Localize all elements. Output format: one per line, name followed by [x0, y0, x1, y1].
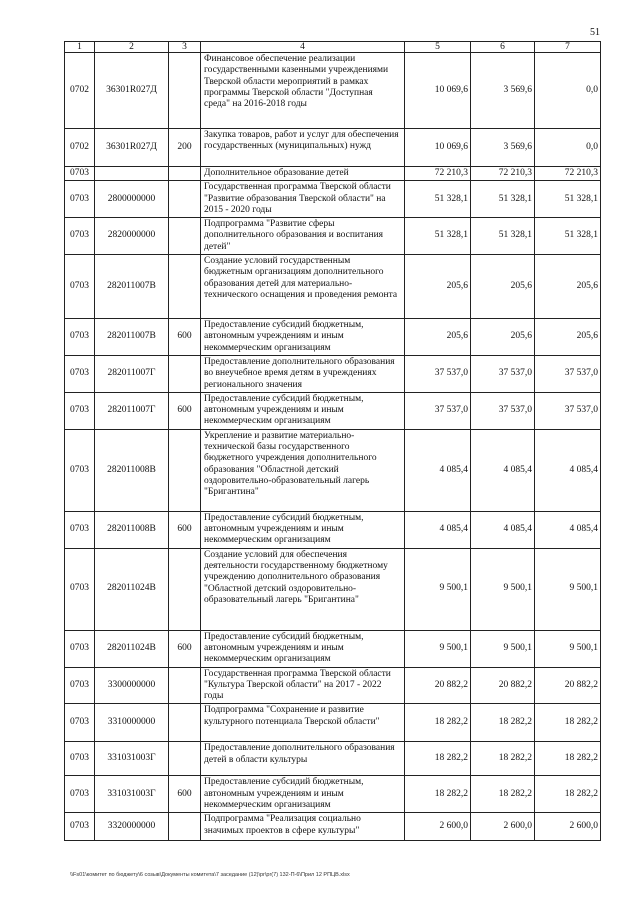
- amount-year-2-cell: 9 500,1: [471, 548, 535, 630]
- amount-year-2-cell: 18 282,2: [471, 776, 535, 813]
- table-body: [65, 42, 601, 841]
- description-cell: Подпрограмма "Реализация социально значимых проектов в сфере культуры": [201, 813, 405, 841]
- target-article-cell: 282011024В: [95, 630, 169, 667]
- amount-year-1-cell: 72 210,3: [405, 167, 471, 181]
- target-article-cell: 36301R027Д: [95, 53, 169, 129]
- section-code-cell: 0703: [65, 181, 95, 218]
- table-row: [65, 704, 601, 742]
- column-header: 6: [471, 42, 535, 53]
- amount-year-1-cell: 51 328,1: [405, 218, 471, 255]
- description-cell: Укрепление и развитие материально-технической базы государственного бюджетного учреждения дополнительного образования "Областной детский оздоровительно-образовательный лагерь "Бригантина": [201, 429, 405, 511]
- column-header: 2: [95, 42, 169, 53]
- header-row: [65, 42, 601, 53]
- page-number: 51: [590, 27, 600, 38]
- amount-year-2-cell: 205,6: [471, 319, 535, 356]
- description-cell: Предоставление субсидий бюджетным, автономным учреждениям и иным некоммерческим организациям: [201, 392, 405, 429]
- target-article-cell: 282011024В: [95, 548, 169, 630]
- amount-year-1-cell: 18 282,2: [405, 742, 471, 776]
- amount-year-2-cell: 51 328,1: [471, 181, 535, 218]
- target-article-cell: 3310000000: [95, 704, 169, 742]
- target-article-cell: 282011008В: [95, 511, 169, 548]
- section-code-cell: 0702: [65, 53, 95, 129]
- expense-type-cell: [169, 181, 201, 218]
- target-article-cell: 282011008В: [95, 429, 169, 511]
- table-row: [65, 319, 601, 356]
- description-cell: Предоставление субсидий бюджетным, автономным учреждениям и иным некоммерческим организациям: [201, 776, 405, 813]
- section-code-cell: 0703: [65, 704, 95, 742]
- amount-year-1-cell: 37 537,0: [405, 355, 471, 392]
- amount-year-2-cell: 37 537,0: [471, 392, 535, 429]
- amount-year-3-cell: 205,6: [535, 319, 601, 356]
- amount-year-3-cell: 18 282,2: [535, 704, 601, 742]
- target-article-cell: 2800000000: [95, 181, 169, 218]
- target-article-cell: 2820000000: [95, 218, 169, 255]
- section-code-cell: 0703: [65, 742, 95, 776]
- description-cell: Финансовое обеспечение реализации государственными казенными учреждениями Тверской области мероприятий в рамках программы Тверской области "Доступная среда" на 2016-2018 годы: [201, 53, 405, 129]
- amount-year-2-cell: 18 282,2: [471, 742, 535, 776]
- amount-year-2-cell: 4 085,4: [471, 429, 535, 511]
- amount-year-1-cell: 37 537,0: [405, 392, 471, 429]
- amount-year-2-cell: 2 600,0: [471, 813, 535, 841]
- target-article-cell: 282011007В: [95, 255, 169, 319]
- section-code-cell: 0703: [65, 776, 95, 813]
- column-header: 3: [169, 42, 201, 53]
- amount-year-2-cell: 72 210,3: [471, 167, 535, 181]
- amount-year-1-cell: 10 069,6: [405, 129, 471, 167]
- description-cell: Государственная программа Тверской области "Культура Тверской области" на 2017 - 2022 годы: [201, 667, 405, 704]
- amount-year-3-cell: 72 210,3: [535, 167, 601, 181]
- table-row: [65, 355, 601, 392]
- target-article-cell: 36301R027Д: [95, 129, 169, 167]
- amount-year-2-cell: 18 282,2: [471, 704, 535, 742]
- amount-year-3-cell: 51 328,1: [535, 181, 601, 218]
- table-row: [65, 667, 601, 704]
- amount-year-2-cell: 9 500,1: [471, 630, 535, 667]
- expense-type-cell: [169, 255, 201, 319]
- amount-year-1-cell: 10 069,6: [405, 53, 471, 129]
- table-row: [65, 181, 601, 218]
- description-cell: Предоставление субсидий бюджетным, автономным учреждениям и иным некоммерческим организациям: [201, 630, 405, 667]
- target-article-cell: 331031003Г: [95, 776, 169, 813]
- amount-year-3-cell: 9 500,1: [535, 630, 601, 667]
- description-cell: Государственная программа Тверской области "Развитие образования Тверской области" на 2015 - 2020 годы: [201, 181, 405, 218]
- table-row: [65, 392, 601, 429]
- budget-table: [64, 41, 601, 841]
- amount-year-3-cell: 4 085,4: [535, 429, 601, 511]
- amount-year-2-cell: 4 085,4: [471, 511, 535, 548]
- amount-year-1-cell: 18 282,2: [405, 776, 471, 813]
- expense-type-cell: [169, 813, 201, 841]
- expense-type-cell: [169, 218, 201, 255]
- description-cell: Подпрограмма "Развитие сферы дополнительного образования и воспитания детей": [201, 218, 405, 255]
- description-cell: Предоставление субсидий бюджетным, автономным учреждениям и иным некоммерческим организациям: [201, 319, 405, 356]
- column-header: 4: [201, 42, 405, 53]
- section-code-cell: 0703: [65, 319, 95, 356]
- amount-year-3-cell: 9 500,1: [535, 548, 601, 630]
- amount-year-2-cell: 3 569,6: [471, 53, 535, 129]
- section-code-cell: 0703: [65, 392, 95, 429]
- section-code-cell: 0703: [65, 511, 95, 548]
- description-cell: Создание условий для обеспечения деятельности государственному бюджетному учреждению дополнительного образования "Областной детский оздоровительно-образовательный лагерь "Бригантина": [201, 548, 405, 630]
- description-cell: Предоставление дополнительного образования детей в области культуры: [201, 742, 405, 776]
- expense-type-cell: 600: [169, 776, 201, 813]
- target-article-cell: [95, 167, 169, 181]
- description-cell: Предоставление дополнительного образования во внеучебное время детям в учреждениях регионального значения: [201, 355, 405, 392]
- amount-year-1-cell: 205,6: [405, 255, 471, 319]
- table-row: [65, 255, 601, 319]
- description-cell: Подпрограмма "Сохранение и развитие культурного потенциала Тверской области": [201, 704, 405, 742]
- expense-type-cell: [169, 53, 201, 129]
- expense-type-cell: [169, 167, 201, 181]
- expense-type-cell: 600: [169, 511, 201, 548]
- section-code-cell: 0703: [65, 355, 95, 392]
- table-row: [65, 813, 601, 841]
- target-article-cell: 282011007Г: [95, 355, 169, 392]
- amount-year-1-cell: 9 500,1: [405, 548, 471, 630]
- column-header: 7: [535, 42, 601, 53]
- expense-type-cell: 600: [169, 392, 201, 429]
- amount-year-1-cell: 2 600,0: [405, 813, 471, 841]
- description-cell: Закупка товаров, работ и услуг для обеспечения государственных (муниципальных) нужд: [201, 129, 405, 167]
- amount-year-3-cell: 18 282,2: [535, 742, 601, 776]
- target-article-cell: 3320000000: [95, 813, 169, 841]
- target-article-cell: 3300000000: [95, 667, 169, 704]
- amount-year-3-cell: 37 537,0: [535, 355, 601, 392]
- amount-year-1-cell: 4 085,4: [405, 429, 471, 511]
- table-row: [65, 218, 601, 255]
- amount-year-1-cell: 205,6: [405, 319, 471, 356]
- section-code-cell: 0703: [65, 813, 95, 841]
- amount-year-1-cell: 20 882,2: [405, 667, 471, 704]
- section-code-cell: 0703: [65, 548, 95, 630]
- section-code-cell: 0702: [65, 129, 95, 167]
- expense-type-cell: [169, 429, 201, 511]
- amount-year-3-cell: 20 882,2: [535, 667, 601, 704]
- amount-year-3-cell: 0,0: [535, 53, 601, 129]
- description-cell: Предоставление субсидий бюджетным, автономным учреждениям и иным некоммерческим организациям: [201, 511, 405, 548]
- expense-type-cell: [169, 548, 201, 630]
- amount-year-3-cell: 18 282,2: [535, 776, 601, 813]
- table-row: [65, 167, 601, 181]
- amount-year-2-cell: 3 569,6: [471, 129, 535, 167]
- expense-type-cell: [169, 667, 201, 704]
- table-row: [65, 129, 601, 167]
- amount-year-1-cell: 4 085,4: [405, 511, 471, 548]
- file-path-footer: \\Fs01\комитет по бюджету\6 созыв\Документы комитета\7 заседание (12)\pr\pr(7) 132-П-6\Прил 12 РПЦВ.xlsx: [70, 872, 350, 878]
- description-cell: Дополнительное образование детей: [201, 167, 405, 181]
- description-cell: Создание условий государственным бюджетным организациям дополнительного образования детей для материально-технического оснащения и проведения ремонта: [201, 255, 405, 319]
- section-code-cell: 0703: [65, 255, 95, 319]
- target-article-cell: 282011007Г: [95, 392, 169, 429]
- section-code-cell: 0703: [65, 630, 95, 667]
- table-row: [65, 742, 601, 776]
- table-row: [65, 511, 601, 548]
- amount-year-1-cell: 51 328,1: [405, 181, 471, 218]
- amount-year-1-cell: 18 282,2: [405, 704, 471, 742]
- amount-year-1-cell: 9 500,1: [405, 630, 471, 667]
- target-article-cell: 282011007В: [95, 319, 169, 356]
- column-header: 5: [405, 42, 471, 53]
- amount-year-3-cell: 205,6: [535, 255, 601, 319]
- section-code-cell: 0703: [65, 167, 95, 181]
- amount-year-3-cell: 51 328,1: [535, 218, 601, 255]
- target-article-cell: 331031003Г: [95, 742, 169, 776]
- amount-year-3-cell: 4 085,4: [535, 511, 601, 548]
- expense-type-cell: 600: [169, 630, 201, 667]
- amount-year-2-cell: 205,6: [471, 255, 535, 319]
- amount-year-2-cell: 51 328,1: [471, 218, 535, 255]
- expense-type-cell: [169, 742, 201, 776]
- section-code-cell: 0703: [65, 218, 95, 255]
- amount-year-2-cell: 20 882,2: [471, 667, 535, 704]
- expense-type-cell: [169, 355, 201, 392]
- expense-type-cell: 600: [169, 319, 201, 356]
- amount-year-3-cell: 0,0: [535, 129, 601, 167]
- table-row: [65, 630, 601, 667]
- section-code-cell: 0703: [65, 429, 95, 511]
- amount-year-3-cell: 37 537,0: [535, 392, 601, 429]
- table-row: [65, 53, 601, 129]
- amount-year-2-cell: 37 537,0: [471, 355, 535, 392]
- amount-year-3-cell: 2 600,0: [535, 813, 601, 841]
- table-row: [65, 776, 601, 813]
- expense-type-cell: [169, 704, 201, 742]
- column-header: 1: [65, 42, 95, 53]
- table-row: [65, 429, 601, 511]
- expense-type-cell: 200: [169, 129, 201, 167]
- table-row: [65, 548, 601, 630]
- section-code-cell: 0703: [65, 667, 95, 704]
